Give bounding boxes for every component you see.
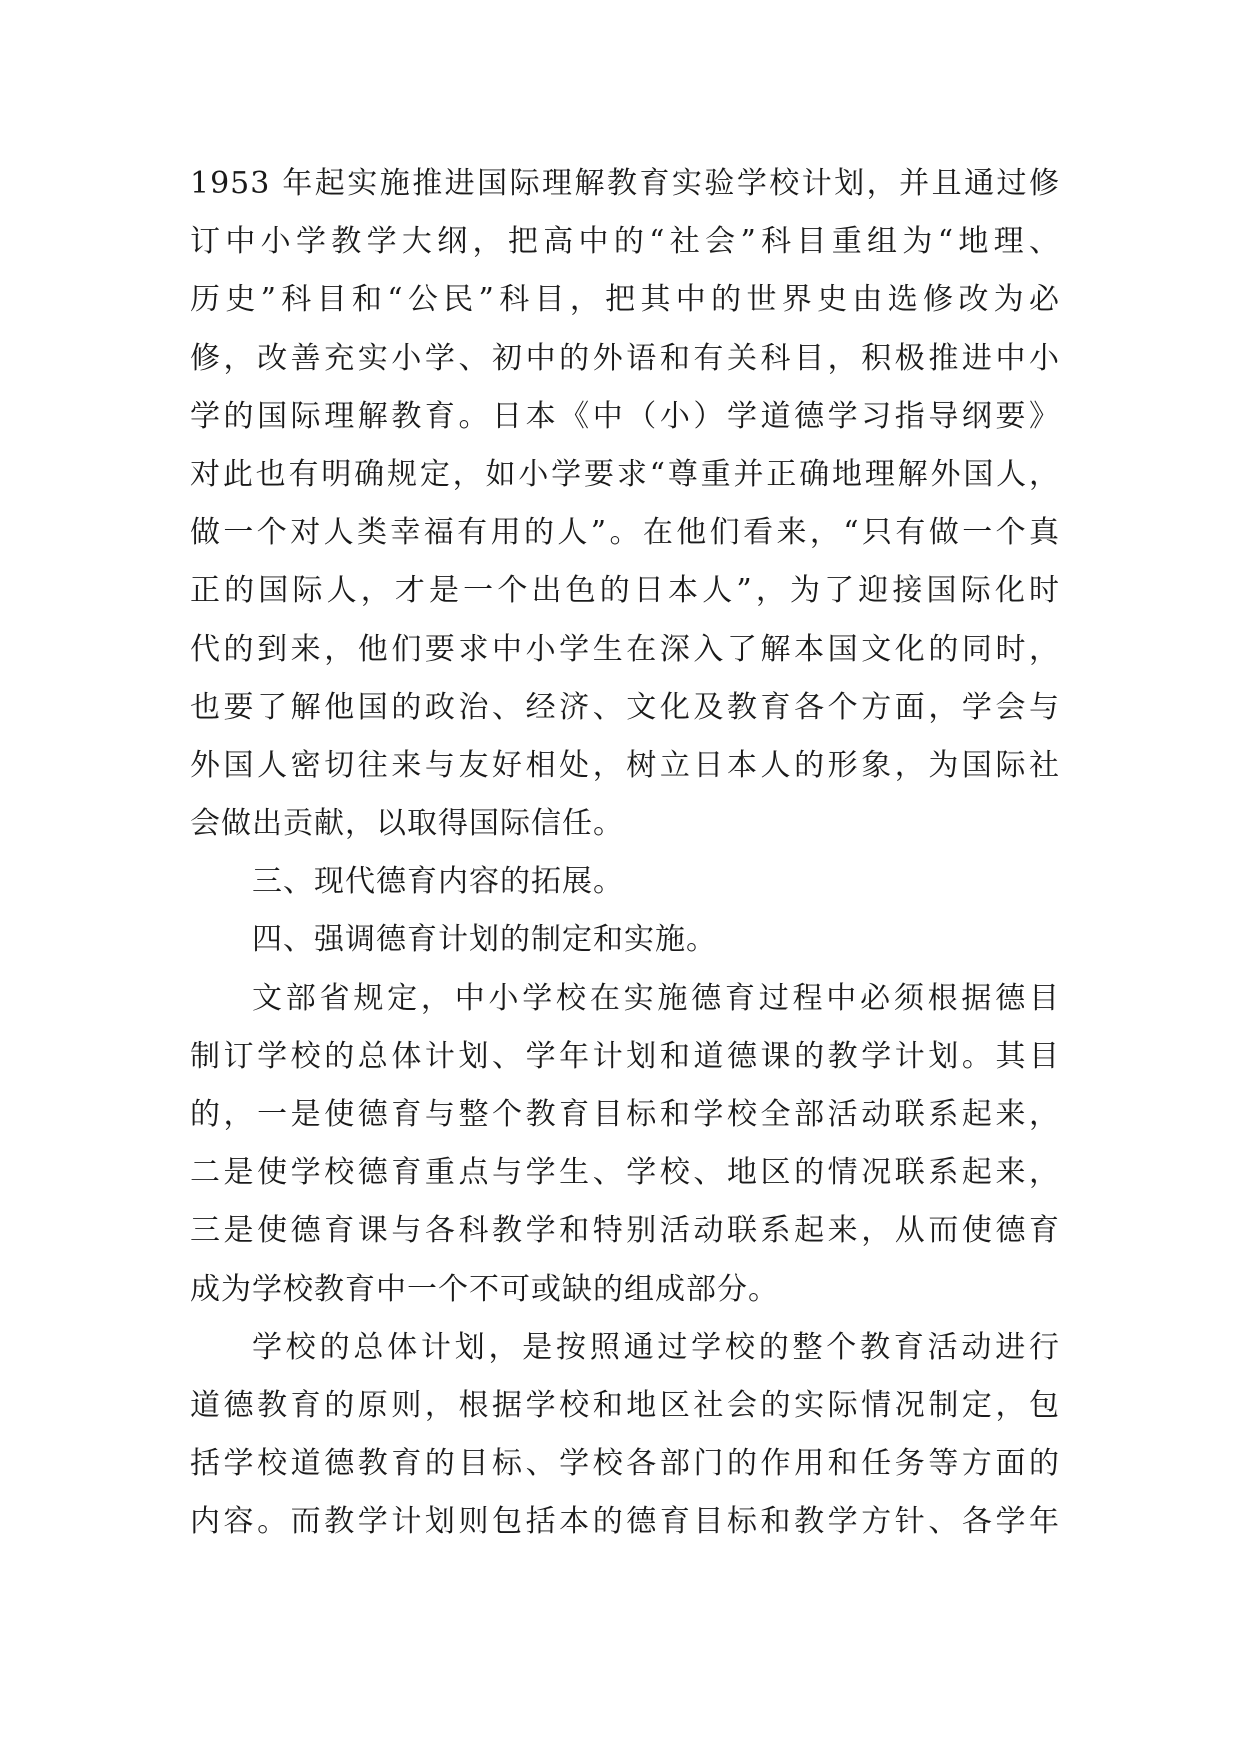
text-line: 内容。而教学计划则包括本的德育目标和教学方针、各学年 — [190, 1504, 1060, 1540]
text-line: 学的国际理解教育。日本《中（小）学道德学习指导纲要》 — [190, 398, 1060, 434]
text-line: 1953 年起实施推进国际理解教育实验学校计划，并且通过修 — [190, 166, 1060, 201]
text-line: 对此也有明确规定，如小学要求“尊重并正确地理解外国人， — [190, 456, 1060, 492]
text-line: 历史”科目和“公民”科目，把其中的世界史由选修改为必 — [190, 282, 1060, 318]
text-line: 会做出贡献，以取得国际信任。 — [190, 806, 624, 842]
text-line: 修，改善充实小学、初中的外语和有关科目，积极推进中小 — [190, 340, 1060, 376]
text-line: 正的国际人，才是一个出色的日本人”，为了迎接国际化时 — [190, 573, 1060, 609]
text-line: 四、强调德育计划的制定和实施。 — [252, 922, 717, 958]
text-line: 成为学校教育中一个不可或缺的组成部分。 — [190, 1271, 779, 1307]
text-line: 三是使德育课与各科教学和特别活动联系起来，从而使德育 — [190, 1213, 1060, 1249]
text-line: 的，一是使德育与整个教育目标和学校全部活动联系起来， — [190, 1097, 1060, 1132]
text-line: 二是使学校德育重点与学生、学校、地区的情况联系起来， — [190, 1155, 1060, 1191]
text-line: 订中小学教学大纲，把高中的“社会”科目重组为“地理、 — [190, 224, 1060, 260]
text-line: 外国人密切往来与友好相处，树立日本人的形象，为国际社 — [190, 747, 1060, 783]
text-line: 代的到来，他们要求中小学生在深入了解本国文化的同时， — [190, 631, 1060, 667]
text-block — [190, 155, 1060, 1552]
document-body — [190, 155, 1060, 1552]
text-line: 学校的总体计划，是按照通过学校的整个教育活动进行 — [252, 1329, 1060, 1365]
text-line: 道德教育的原则，根据学校和地区社会的实际情况制定，包 — [190, 1387, 1060, 1423]
text-line: 括学校道德教育的目标、学校各部门的作用和任务等方面的 — [190, 1446, 1060, 1482]
text-line: 制订学校的总体计划、学年计划和道德课的教学计划。其目 — [190, 1038, 1060, 1074]
text-line: 三、现代德育内容的拓展。 — [252, 864, 624, 900]
text-line: 做一个对人类幸福有用的人”。在他们看来，“只有做一个真 — [190, 515, 1060, 551]
text-line: 文部省规定，中小学校在实施德育过程中必须根据德目 — [252, 980, 1060, 1016]
text-line: 也要了解他国的政治、经济、文化及教育各个方面，学会与 — [190, 689, 1060, 725]
